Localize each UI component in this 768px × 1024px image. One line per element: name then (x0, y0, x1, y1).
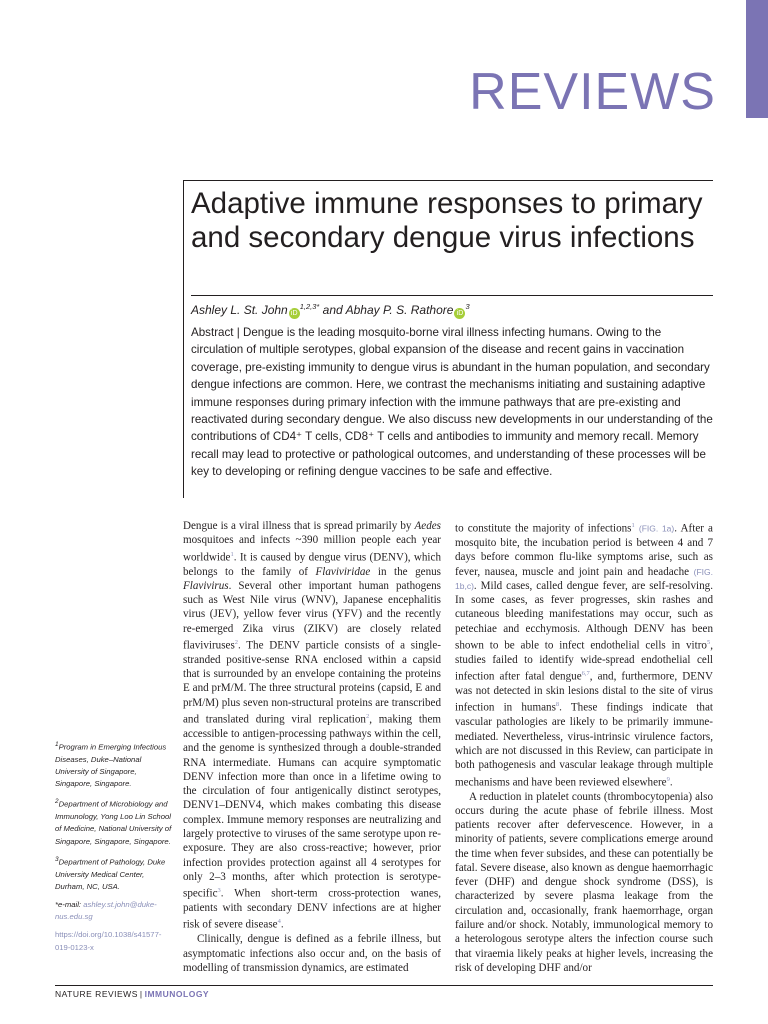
footer (55, 989, 209, 999)
abstract: Abstract | Dengue is the leading mosquito-borne viral illness infecting humans. Owing to the circulation of multiple serotypes, global expansion of the disease and recent gains in vaccination coverage, pre-existing immunity to dengue virus is abundant in the human population, and secondary dengue infections are common. Here, we contrast the mechanisms initiating and sustaining adaptive immune responses during primary infection with the immune pathways that are pre-existing and reactivated during secondary dengue. We also discuss new developments in our understanding of the contributions of CD4⁺ T cells, CD8⁺ T cells and antibodies to immunity and memory recall. Memory recall may lead to protective or pathological outcomes, and understanding of these processes will be key to developing or refining dengue vaccines to be safe and effective. (191, 326, 713, 479)
author-line (191, 302, 711, 319)
corresponding-mark: * (316, 302, 320, 311)
reference-link[interactable]: 1 (230, 550, 234, 558)
reference-link[interactable]: 3 (217, 887, 221, 895)
reference-link[interactable]: 6,7 (581, 670, 590, 678)
email-link[interactable]: ashley.st.john@duke-nus.edu.sg (55, 899, 157, 922)
affiliation-1: $^1$Program in Emerging Infectious Diseases, Duke–National University of Singapore, Singapore, Singapore. (55, 741, 167, 789)
author-conjunction: and (319, 303, 346, 317)
affiliation-2: $^2$Department of Microbiology and Immunology, Yong Loo Lin School of Medicine, National University of Singapore, Singapore, Singapore. (55, 798, 172, 846)
body-column-right (455, 519, 713, 975)
reference-link[interactable]: 5 (706, 638, 711, 646)
affiliations (55, 739, 173, 960)
author-affiliation-sup: 3 (465, 302, 470, 311)
title-top-rule (183, 180, 713, 181)
reference-link[interactable]: 8 (555, 701, 560, 709)
orcid-icon[interactable]: iD (454, 308, 465, 319)
affiliation-3: $^3$Department of Pathology, Duke University Medical Center, Durham, NC, USA. (55, 855, 166, 891)
journal-name: IMMUNOLOGY (144, 989, 210, 999)
author-name: Abhay P. S. Rathore (345, 303, 454, 317)
title-side-rule (183, 180, 184, 498)
orcid-icon[interactable]: iD (289, 308, 300, 319)
footer-rule (55, 985, 713, 986)
body-column-left (183, 519, 441, 975)
author-affiliation-sup: 1,2,3 (299, 302, 317, 311)
section-label: REVIEWS (469, 63, 716, 121)
footer-separator: | (139, 989, 143, 999)
author-name: Ashley L. St. John (191, 303, 288, 317)
body-paragraph: Clinically, dengue is defined as a febrile illness, but asymptomatic infections also occur and, on the basis of modelling of transmission dynamics, are estimated (183, 933, 441, 974)
body-paragraph: A reduction in platelet counts (thrombocytopenia) also occurs during the acute phase of febrile illness. Most patients recover after defervescence. However, in a minority of patients, severe complications emerge around the time when fever subsides, and these can potentially be fatal. Severe disease, also known as dengue haemorrhagic fever (DHF) and dengue shock syndrome (DSS), is characterized by severe plasma leakage from the circulation and, occasionally, frank haemorrhage, organ failure and/or shock. Notably, immunological memory to a heterologous serotype alters the infection course such that viraemia likely peaks at higher levels, increasing the risk of developing DHF and/or (455, 790, 713, 974)
doi-link[interactable]: https://doi.org/10.1038/s41577-019-0123-x (55, 930, 162, 952)
reference-link[interactable]: 2 (234, 638, 239, 646)
body-paragraph: Dengue is a viral illness that is spread primarily by Aedes mosquitoes and infects ~390 million people each year worldwide$^1$. It is caused by dengue virus (DENV), which belongs to the family of Flaviviridae in the genus Flavivirus. Several other important human pathogens such as West Nile virus (WNV), Japanese encephalitis virus (JEV), yellow fever virus (YFV) and the recently re-emerged Zika virus (ZIKV) are closely related flaviviruses$^2$. The DENV particle consists of a single-stranded positive-sense RNA enclosed within a capsid that is surrounded by an envelope containing the proteins E and prM/M. The three structural proteins (capsid, E and prM/M) plus seven non-structural proteins are transcribed and translated during viral replication$^2$, making them accessible to antigen-processing pathways within the cell, and the genome is synthesized through a double-stranded RNA intermediate. Humans can acquire symptomatic DENV infection more than once in a lifetime owing to the circulation of four antigenically distinct serotypes, DENV1–DENV4, which makes combating this disease complex. Immune memory responses are neutralizing and largely protective to viruses of the same serotype upon re-exposure. They are also cross-reactive; however, prior infection provides protection against all 4 serotypes for only 2–3 months, after which protection is serotype-specific$^3$. When short-term cross-protection wanes, patients with secondary DENV infections are at higher risk of severe disease$^4$. (183, 520, 441, 932)
reference-link[interactable]: 4 (277, 918, 281, 926)
figure-link[interactable]: (FIG. 1a) (638, 523, 675, 534)
reference-link[interactable]: 1 (631, 522, 635, 529)
figure-link[interactable]: (FIG. 1b,c) (455, 566, 713, 591)
publisher-name: NATURE REVIEWS (55, 989, 138, 999)
article-title: Adaptive immune responses to primary and secondary dengue virus infections (191, 187, 703, 254)
reference-link[interactable]: 9 (666, 775, 670, 783)
section-color-tab (746, 0, 768, 118)
authors-rule (191, 295, 713, 296)
reference-link[interactable]: 2 (365, 713, 370, 721)
body-paragraph: to constitute the majority of infections$^1$ (FIG. 1a). After a mosquito bite, the incubation period is between 4 and 7 days before common flu-like symptoms arise, such as fever, nausea, muscle and joint pain and headache (FIG. 1b,c). Mild cases, called dengue fever, are self-resolving. In some cases, as fever progresses, skin rashes and cutaneous bleeding manifestations may occur, such as petechiae and ecchymosis. Although DENV has been shown to be able to infect endothelial cells in vitro$^5$, studies failed to identify wide-spread endothelial cell infection after fatal dengue$^{6,7}$, and, furthermore, DENV was not detected in skin lesions distal to the site of virus infection in humans$^8$. These findings indicate that vascular pathologies are likely to be primarily immune-mediated. Nevertheless, virus-intrinsic virulence factors, which are not discussed in this Review, can participate in both pathogenesis and vascular leakage through multiple mechanisms and have been reviewed elsewhere$^9$. (455, 522, 714, 789)
correspondence: *e-mail: ashley.st.john@duke-nus.edu.sg (55, 899, 157, 922)
